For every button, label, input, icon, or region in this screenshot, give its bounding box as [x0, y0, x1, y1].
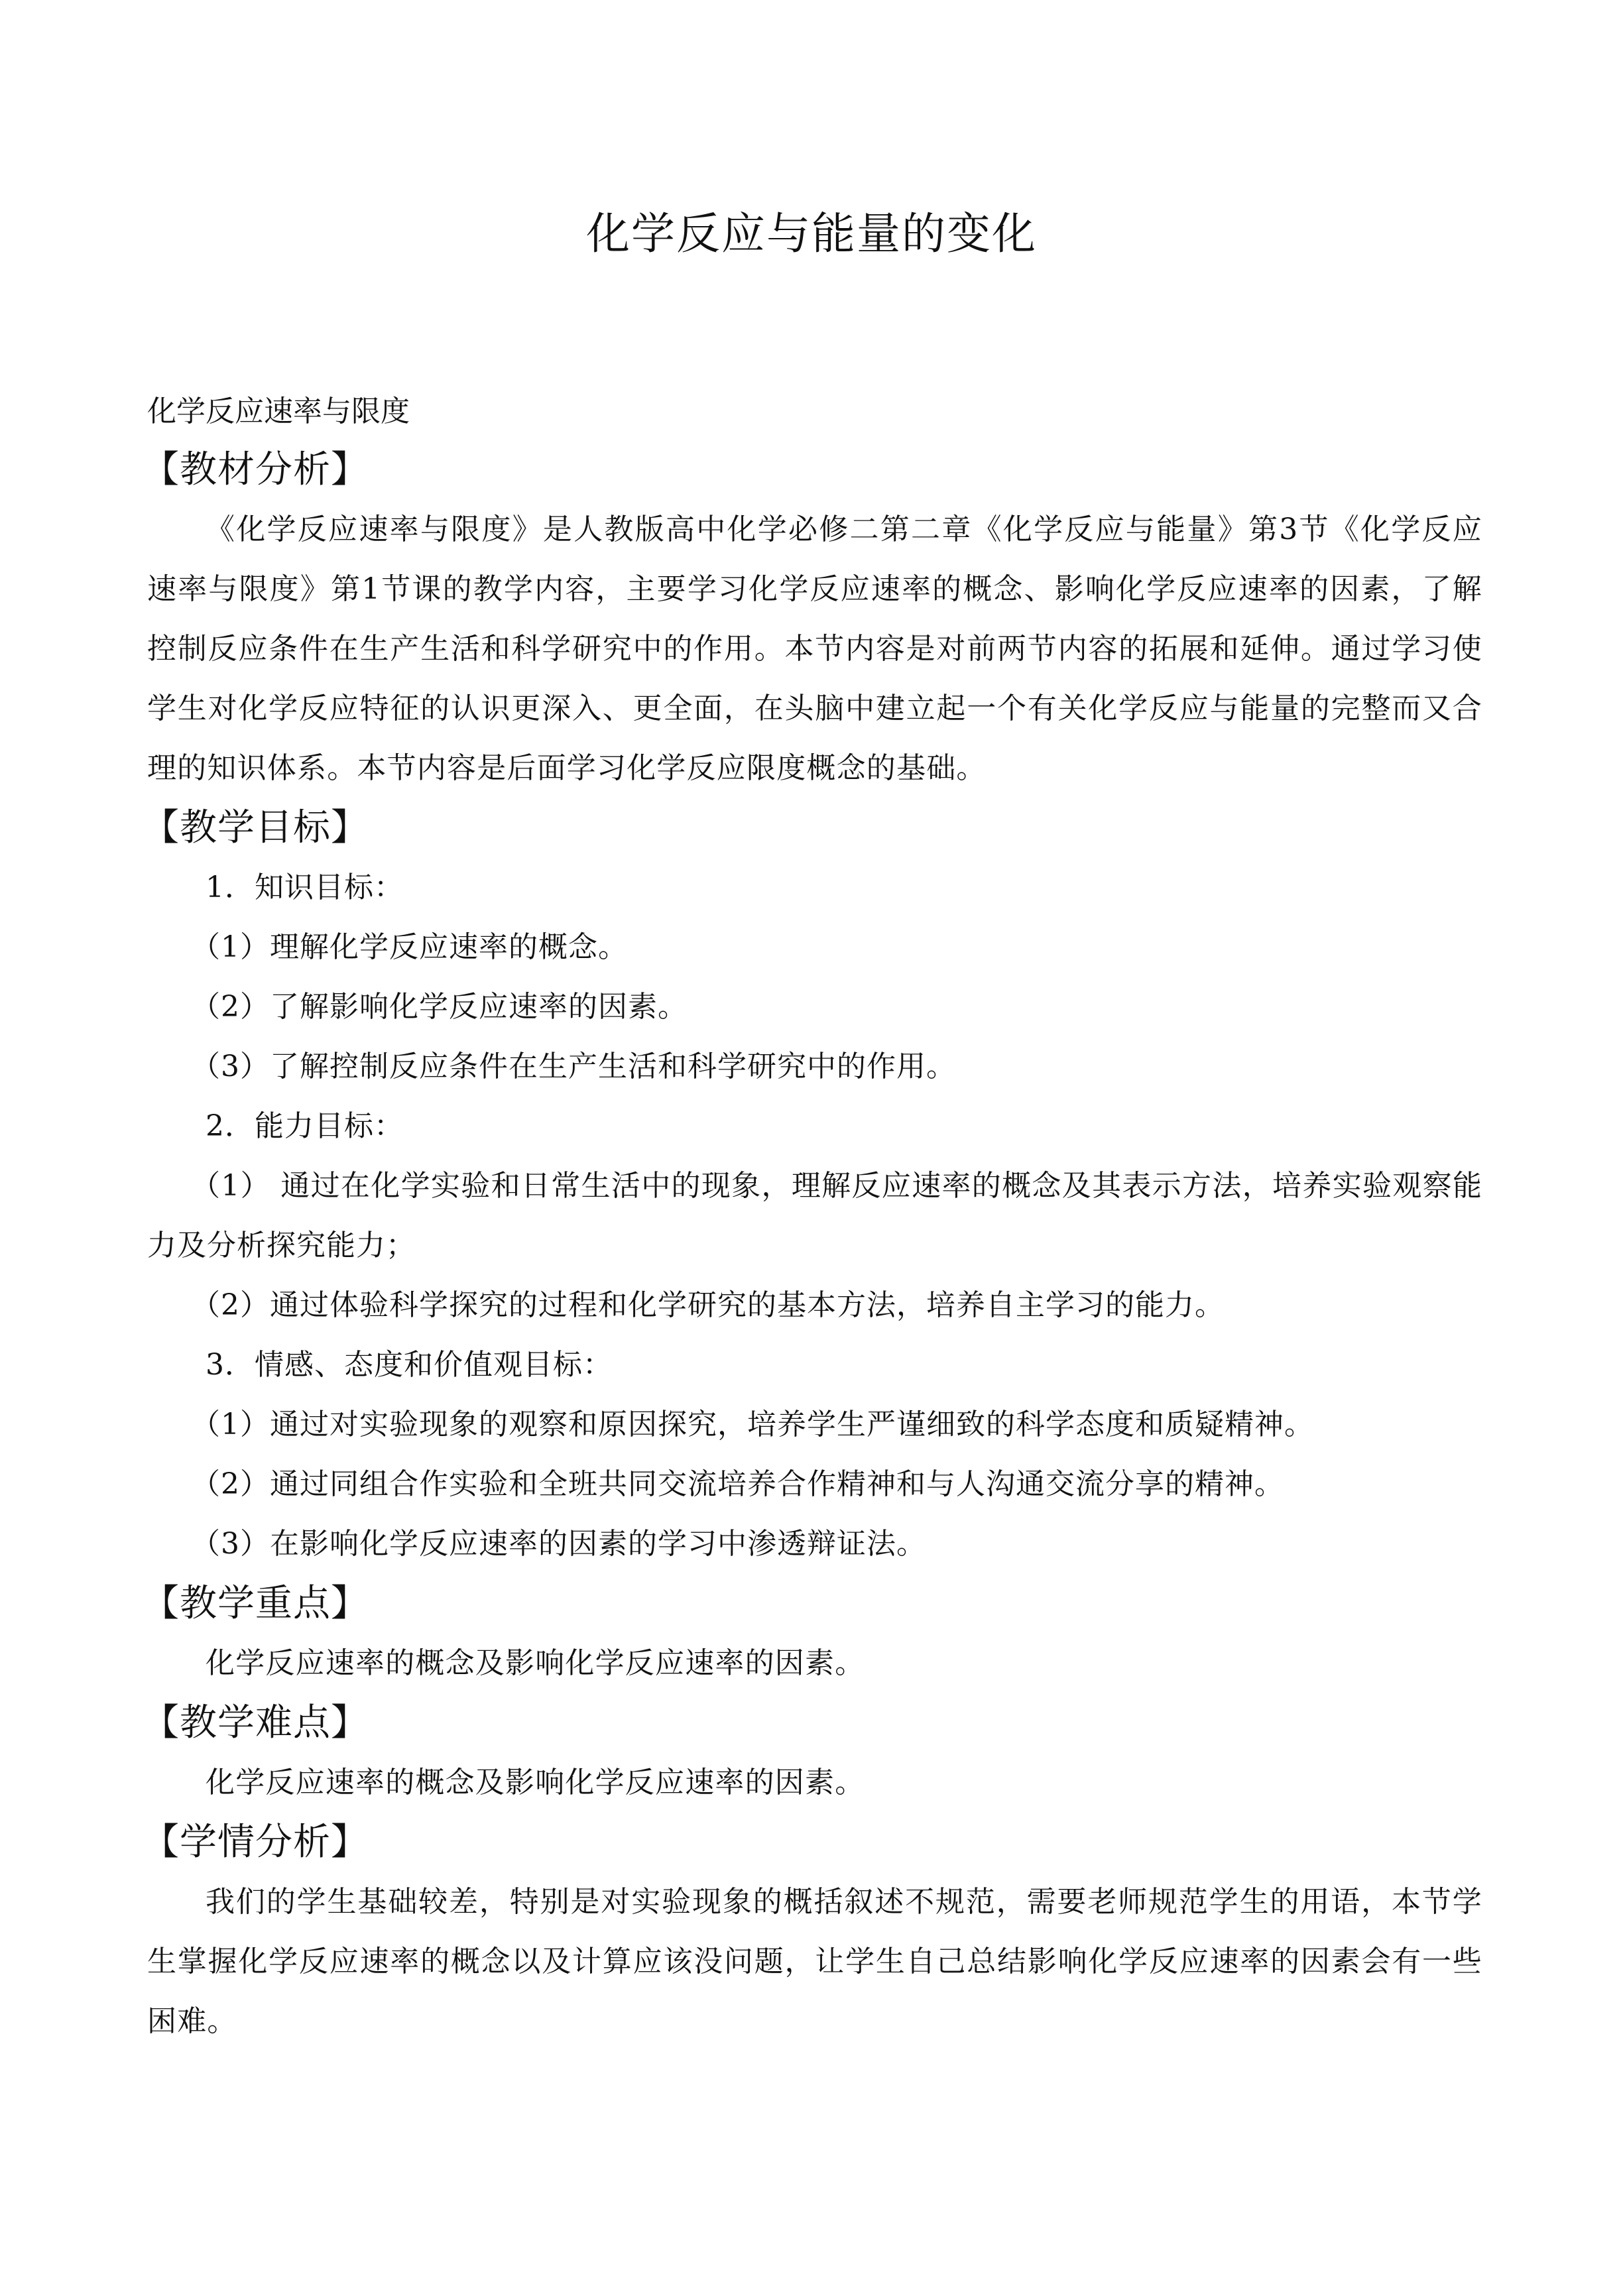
goal-ability-item: （1） 通过在化学实验和日常生活中的现象，理解反应速率的概念及其表示方法，培养实验观察能力及分析探究能力； — [147, 1169, 1482, 1262]
goal-emotion-item: （3）在影响化学反应速率的因素的学习中渗透辩证法。 — [191, 1527, 926, 1561]
document-body — [142, 383, 1482, 2051]
section-heading-key-points: 【教学重点】 — [142, 1582, 369, 1625]
section-heading-analysis: 【教材分析】 — [142, 448, 369, 491]
difficulties-text: 化学反应速率的概念及影响化学反应速率的因素。 — [206, 1766, 865, 1799]
goal-emotion-item: （2）通过同组合作实验和全班共同交流培养合作精神和与人沟通交流分享的精神。 — [191, 1467, 1284, 1501]
goal-emotion-item: （1）通过对实验现象的观察和原因探究，培养学生严谨细致的科学态度和质疑精神。 — [191, 1408, 1314, 1441]
goal-emotion-label: 3．情感、态度和价值观目标： — [206, 1348, 613, 1382]
analysis-paragraph: 《化学反应速率与限度》是人教版高中化学必修二第二章《化学反应与能量》第3节《化学反应速率与限度》第1节课的教学内容，主要学习化学反应速率的概念、影响化学反应速率的因素，了解控制反应条件在生产生活和科学研究中的作用。本节内容是对前两节内容的拓展和延伸。通过学习使学生对化学反应特征的认识更深入、更全面，在头脑中建立起一个有关化学反应与能量的完整而又合理的知识体系。本节内容是后面学习化学反应限度概念的基础。 — [147, 513, 1482, 785]
lesson-subtitle: 化学反应速率与限度 — [147, 394, 410, 428]
students-paragraph: 我们的学生基础较差，特别是对实验现象的概括叙述不规范，需要老师规范学生的用语，本节学生掌握化学反应速率的概念以及计算应该没问题，让学生自己总结影响化学反应速率的因素会有一些困难。 — [147, 1885, 1482, 2038]
goal-ability-label: 2．能力目标： — [206, 1109, 404, 1143]
section-heading-difficulties: 【教学难点】 — [142, 1701, 369, 1744]
goal-ability-item: （2）通过体验科学探究的过程和化学研究的基本方法，培养自主学习的能力。 — [191, 1288, 1225, 1322]
goal-knowledge-item: （1）理解化学反应速率的概念。 — [191, 930, 628, 964]
document-title: 化学反应与能量的变化 — [586, 208, 1037, 259]
section-heading-students: 【学情分析】 — [142, 1821, 369, 1864]
goal-knowledge-item: （2）了解影响化学反应速率的因素。 — [191, 990, 688, 1024]
section-heading-goals: 【教学目标】 — [142, 806, 369, 849]
goal-knowledge-item: （3）了解控制反应条件在生产生活和科学研究中的作用。 — [191, 1050, 956, 1083]
goal-knowledge-label: 1．知识目标： — [206, 871, 404, 904]
key-points-text: 化学反应速率的概念及影响化学反应速率的因素。 — [206, 1646, 865, 1680]
